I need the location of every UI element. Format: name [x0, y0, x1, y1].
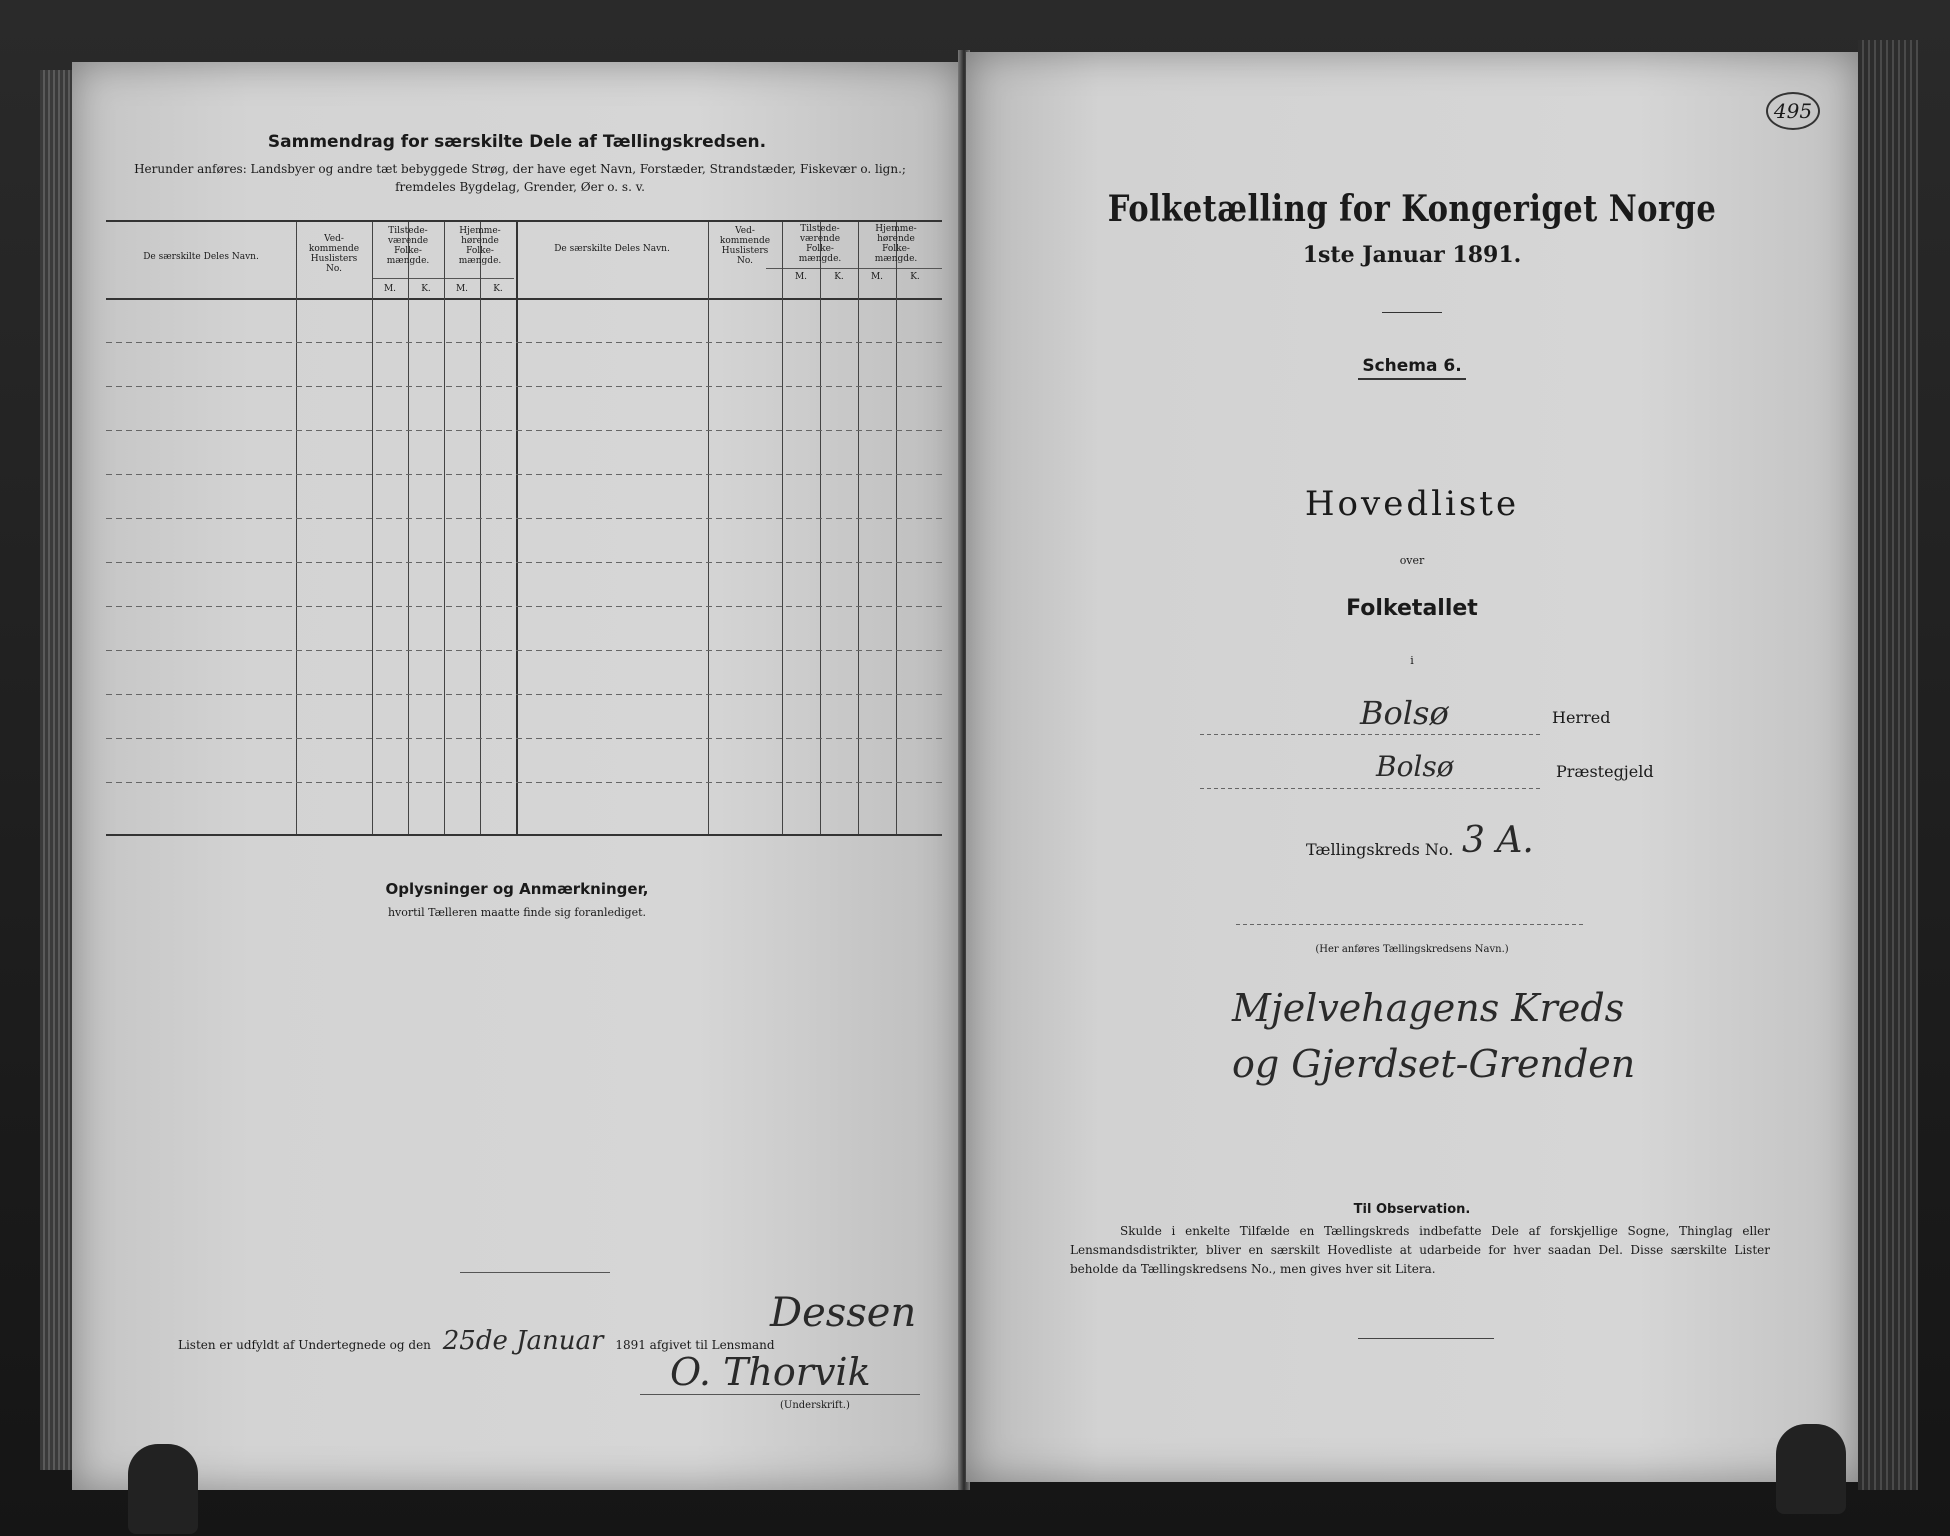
col-line: [372, 222, 373, 834]
census-date: 1ste Januar 1891.: [1302, 242, 1522, 268]
col-header-k: K.: [493, 284, 503, 294]
mk-divider-left: [372, 278, 514, 279]
right-page-edges: [1858, 40, 1918, 1490]
kreds-name-hint: (Her anføres Tællingskredsens Navn.): [1315, 944, 1509, 955]
kreds-label: Tællingskreds No.: [1306, 840, 1454, 859]
praestegjeld-line: [1200, 788, 1540, 789]
left-page-edges: [40, 70, 74, 1470]
col-header-house-no: Ved- kommende Huslisters No.: [719, 226, 771, 266]
kreds-name-line1-handwritten: Mjelvehagens Kreds: [1232, 986, 1625, 1030]
schema-label: [966, 356, 1858, 376]
herred-label: Herred: [1552, 708, 1611, 727]
table-row: [106, 782, 942, 783]
table-row: [106, 650, 942, 651]
col-line: [782, 222, 783, 834]
over-label: over: [1399, 554, 1425, 567]
signature-handwritten: O. Thorvik: [670, 1350, 871, 1394]
signature-line: [640, 1394, 920, 1395]
census-title: Folketælling for Kongeriget Norge: [1107, 188, 1717, 230]
bottom-separator: [1358, 1338, 1494, 1339]
page-clip-left: [128, 1444, 198, 1534]
table-row: [106, 430, 942, 431]
col-header-m: M.: [870, 272, 884, 282]
signature-label: (Underskrift.): [780, 1400, 850, 1411]
col-line-center: [516, 222, 518, 834]
summary-subtitle: [100, 160, 940, 196]
schema-text: Schema 6.: [1358, 356, 1465, 380]
hovedliste-heading: Hovedliste: [1304, 484, 1520, 524]
table-row: [106, 474, 942, 475]
col-header-k: K.: [834, 272, 844, 282]
col-line: [858, 222, 859, 834]
summary-table: [106, 220, 942, 836]
col-header-house-no: Ved- kommende Huslisters No.: [308, 234, 360, 274]
col-header-name: De særskilte Deles Navn.: [143, 252, 259, 262]
footer-separator: [460, 1272, 610, 1273]
col-line: [896, 222, 897, 834]
table-row: [106, 694, 942, 695]
herred-value-handwritten: Bolsø: [1360, 694, 1449, 732]
col-header-k: K.: [421, 284, 431, 294]
table-header-divider: [106, 298, 942, 300]
col-header-k: K.: [910, 272, 920, 282]
table-row: [106, 386, 942, 387]
footer-mid: 1891 afgivet til Lensmand: [615, 1338, 775, 1352]
col-header-m: M.: [383, 284, 397, 294]
summary-subtitle-line1: Herunder anføres: Landsbyer og andre tæt bebyggede Strøg, der have eget Navn, Forstæder, Strandstæder, Fiskevær o. lign.;: [134, 162, 906, 176]
footer-date-handwritten: 25de Januar: [442, 1326, 604, 1356]
col-header-present: Tilstede- værende Folke- mængde.: [386, 226, 430, 266]
kreds-value-handwritten: 3 A.: [1462, 820, 1534, 861]
lensmand-name-handwritten: Dessen: [770, 1290, 917, 1336]
col-line: [708, 222, 709, 834]
mk-divider-right: [766, 268, 942, 269]
table-row: [106, 606, 942, 607]
kreds-name-line2-handwritten: og Gjerdset-Grenden: [1232, 1042, 1636, 1086]
praestegjeld-label: Præstegjeld: [1556, 762, 1654, 781]
table-row: [106, 342, 942, 343]
notes-subtitle: hvortil Tælleren maatte finde sig foranlediget.: [387, 906, 647, 919]
col-line: [480, 222, 481, 834]
col-header-name: De særskilte Deles Navn.: [554, 244, 670, 254]
page-clip-right: [1776, 1424, 1846, 1514]
col-header-m: M.: [455, 284, 469, 294]
summary-title: Sammendrag for særskilte Dele af Tællingskredsen.: [267, 132, 767, 152]
col-header-resident: Hjemme- hørende Folke- mængde.: [874, 224, 918, 264]
table-row: [106, 518, 942, 519]
observation-title: Til Observation.: [1353, 1202, 1471, 1217]
col-line: [444, 222, 445, 834]
kreds-name-line: [1236, 924, 1584, 925]
table-row: [106, 562, 942, 563]
i-label: i: [1410, 654, 1414, 667]
footer-prefix: Listen er udfyldt af Undertegnede og den: [178, 1338, 431, 1352]
herred-line: [1200, 734, 1540, 735]
page-number-stamp: 495: [1766, 92, 1820, 130]
col-header-resident: Hjemme- hørende Folke- mængde.: [458, 226, 502, 266]
col-line: [296, 222, 297, 834]
observation-text: Skulde i enkelte Tilfælde en Tællingskreds indbefatte Dele af forskjellige Sogne, Thinglag eller Lensmandsdistrikter, bliver en særskilt Hovedliste at udarbeide for hver saadan Del. Disse særskilte Lister beholde da Tællingskredsens No., men gives hver sit Litera.: [1070, 1224, 1770, 1276]
praestegjeld-value-handwritten: Bolsø: [1376, 750, 1454, 783]
col-line: [820, 222, 821, 834]
col-header-present: Tilstede- værende Folke- mængde.: [798, 224, 842, 264]
notes-title: Oplysninger og Anmærkninger,: [385, 880, 649, 898]
summary-subtitle-line2: fremdeles Bygdelag, Grender, Øer o. s. v.: [395, 180, 645, 194]
col-header-m: M.: [794, 272, 808, 282]
col-line: [408, 222, 409, 834]
table-row: [106, 738, 942, 739]
folketallet-heading: Folketallet: [1346, 596, 1478, 621]
title-separator: [1382, 312, 1442, 313]
